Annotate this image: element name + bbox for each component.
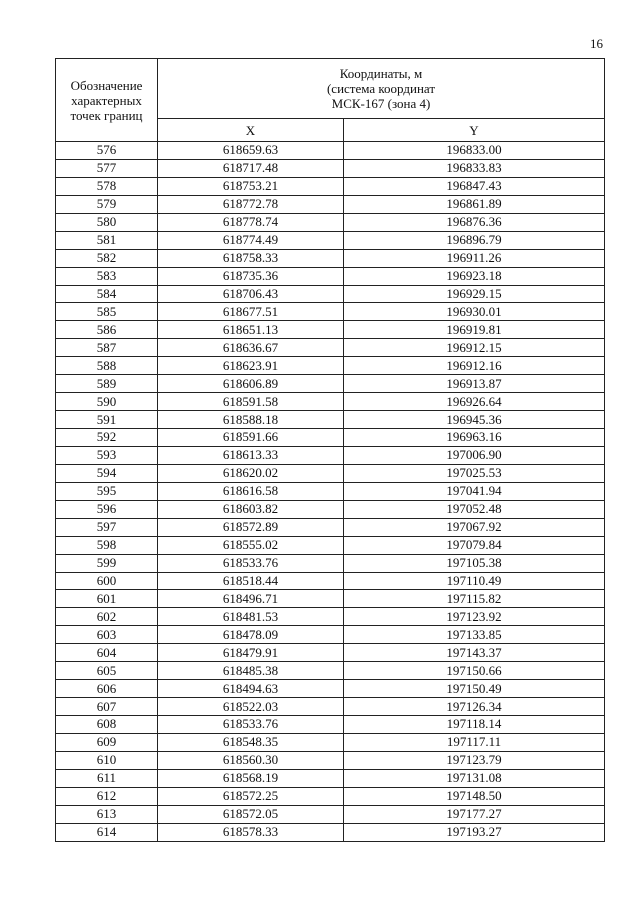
x-coordinate-cell: 618613.33 (158, 446, 344, 464)
table-header (56, 59, 605, 142)
x-coordinate-cell: 618591.58 (158, 393, 344, 411)
table-row (56, 464, 605, 482)
x-coordinate-cell: 618578.33 (158, 823, 344, 841)
coordinates-table (55, 58, 605, 842)
y-coordinate-cell: 197079.84 (344, 536, 605, 554)
y-coordinate-cell: 197118.14 (344, 716, 605, 734)
table-row (56, 769, 605, 787)
x-coordinate-cell: 618706.43 (158, 285, 344, 303)
x-coordinate-cell: 618496.71 (158, 590, 344, 608)
table-row (56, 177, 605, 195)
x-coordinate-cell: 618572.25 (158, 787, 344, 805)
table-row (56, 195, 605, 213)
points-column-header: Обозначение характерных точек границ (56, 59, 158, 142)
y-coordinate-cell: 197117.11 (344, 733, 605, 751)
point-id-cell: 583 (56, 267, 158, 285)
y-coordinate-cell: 197133.85 (344, 626, 605, 644)
point-id-cell: 585 (56, 303, 158, 321)
x-coordinate-cell: 618603.82 (158, 500, 344, 518)
x-coordinate-cell: 618636.67 (158, 339, 344, 357)
x-coordinate-cell: 618533.76 (158, 554, 344, 572)
table-row (56, 751, 605, 769)
point-id-cell: 578 (56, 177, 158, 195)
x-coordinate-cell: 618548.35 (158, 733, 344, 751)
point-id-cell: 601 (56, 590, 158, 608)
point-id-cell: 577 (56, 159, 158, 177)
table-row (56, 159, 605, 177)
y-coordinate-cell: 196926.64 (344, 393, 605, 411)
y-coordinate-cell: 196930.01 (344, 303, 605, 321)
point-id-cell: 591 (56, 411, 158, 429)
point-id-cell: 607 (56, 698, 158, 716)
point-id-cell: 613 (56, 805, 158, 823)
x-coordinate-cell: 618758.33 (158, 249, 344, 267)
x-coordinate-cell: 618606.89 (158, 375, 344, 393)
y-coordinate-cell: 197025.53 (344, 464, 605, 482)
point-id-cell: 594 (56, 464, 158, 482)
point-id-cell: 599 (56, 554, 158, 572)
point-id-cell: 603 (56, 626, 158, 644)
x-coordinate-cell: 618651.13 (158, 321, 344, 339)
table-row (56, 231, 605, 249)
y-coordinate-cell: 196861.89 (344, 195, 605, 213)
table-row (56, 411, 605, 429)
y-coordinate-cell: 197110.49 (344, 572, 605, 590)
point-id-cell: 586 (56, 321, 158, 339)
table-row (56, 249, 605, 267)
point-id-cell: 588 (56, 357, 158, 375)
table-row (56, 590, 605, 608)
table-row (56, 393, 605, 411)
table-row (56, 321, 605, 339)
x-coordinate-cell: 618518.44 (158, 572, 344, 590)
table-row (56, 267, 605, 285)
y-coordinate-cell: 196929.15 (344, 285, 605, 303)
point-id-cell: 612 (56, 787, 158, 805)
x-coordinate-cell: 618774.49 (158, 231, 344, 249)
x-coordinate-cell: 618478.09 (158, 626, 344, 644)
x-coordinate-cell: 618778.74 (158, 213, 344, 231)
table-row (56, 662, 605, 680)
x-coordinate-cell: 618735.36 (158, 267, 344, 285)
y-coordinate-cell: 196896.79 (344, 231, 605, 249)
y-coordinate-cell: 196833.00 (344, 142, 605, 160)
x-coordinate-cell: 618572.05 (158, 805, 344, 823)
x-coordinate-cell: 618717.48 (158, 159, 344, 177)
table-row (56, 375, 605, 393)
table-row (56, 698, 605, 716)
coordinates-header-line-2: (система координат (326, 81, 436, 96)
table-row (56, 608, 605, 626)
x-column-header: X (158, 119, 344, 142)
x-coordinate-cell: 618677.51 (158, 303, 344, 321)
point-id-cell: 596 (56, 500, 158, 518)
x-coordinate-cell: 618555.02 (158, 536, 344, 554)
x-coordinate-cell: 618620.02 (158, 464, 344, 482)
table-row (56, 303, 605, 321)
y-coordinate-cell: 196876.36 (344, 213, 605, 231)
y-coordinate-cell: 197006.90 (344, 446, 605, 464)
table-row (56, 554, 605, 572)
y-coordinate-cell: 197105.38 (344, 554, 605, 572)
x-coordinate-cell: 618533.76 (158, 716, 344, 734)
y-coordinate-cell: 197177.27 (344, 805, 605, 823)
y-coordinate-cell: 196963.16 (344, 429, 605, 447)
y-coordinate-cell: 196913.87 (344, 375, 605, 393)
x-coordinate-cell: 618485.38 (158, 662, 344, 680)
point-id-cell: 580 (56, 213, 158, 231)
point-id-cell: 606 (56, 680, 158, 698)
table-row (56, 446, 605, 464)
table-row (56, 536, 605, 554)
y-coordinate-cell: 197123.92 (344, 608, 605, 626)
table-row (56, 823, 605, 841)
table-row (56, 733, 605, 751)
point-id-cell: 611 (56, 769, 158, 787)
table-row (56, 482, 605, 500)
point-id-cell: 602 (56, 608, 158, 626)
point-id-cell: 589 (56, 375, 158, 393)
y-coordinate-cell: 197041.94 (344, 482, 605, 500)
table-row (56, 429, 605, 447)
x-coordinate-cell: 618568.19 (158, 769, 344, 787)
y-coordinate-cell: 197150.49 (344, 680, 605, 698)
point-id-cell: 600 (56, 572, 158, 590)
table-row (56, 626, 605, 644)
coordinates-header-line-3: МСК-167 (зона 4) (331, 96, 431, 111)
x-coordinate-cell: 618572.89 (158, 518, 344, 536)
point-id-cell: 584 (56, 285, 158, 303)
point-id-cell: 576 (56, 142, 158, 160)
y-coordinate-cell: 196912.15 (344, 339, 605, 357)
y-coordinate-cell: 197115.82 (344, 590, 605, 608)
point-id-cell: 582 (56, 249, 158, 267)
point-id-cell: 592 (56, 429, 158, 447)
point-id-cell: 609 (56, 733, 158, 751)
page-number: 16 (590, 36, 603, 51)
point-id-cell: 579 (56, 195, 158, 213)
table-row (56, 787, 605, 805)
y-coordinate-cell: 197193.27 (344, 823, 605, 841)
table-body (56, 142, 605, 842)
table-row (56, 572, 605, 590)
x-coordinate-cell: 618772.78 (158, 195, 344, 213)
x-coordinate-cell: 618522.03 (158, 698, 344, 716)
x-coordinate-cell: 618481.53 (158, 608, 344, 626)
table-row (56, 500, 605, 518)
point-id-cell: 605 (56, 662, 158, 680)
point-id-cell: 597 (56, 518, 158, 536)
x-coordinate-cell: 618494.63 (158, 680, 344, 698)
coordinates-column-header (158, 59, 605, 119)
table-row (56, 805, 605, 823)
table-row (56, 339, 605, 357)
point-id-cell: 608 (56, 716, 158, 734)
table-row (56, 680, 605, 698)
y-coordinate-cell: 197123.79 (344, 751, 605, 769)
y-coordinate-cell: 196919.81 (344, 321, 605, 339)
point-id-cell: 614 (56, 823, 158, 841)
table-row (56, 213, 605, 231)
y-coordinate-cell: 197131.08 (344, 769, 605, 787)
point-id-cell: 604 (56, 644, 158, 662)
y-coordinate-cell: 197148.50 (344, 787, 605, 805)
table-row (56, 285, 605, 303)
x-coordinate-cell: 618479.91 (158, 644, 344, 662)
point-id-cell: 598 (56, 536, 158, 554)
y-coordinate-cell: 197067.92 (344, 518, 605, 536)
y-coordinate-cell: 196923.18 (344, 267, 605, 285)
point-id-cell: 610 (56, 751, 158, 769)
x-coordinate-cell: 618616.58 (158, 482, 344, 500)
y-coordinate-cell: 196833.83 (344, 159, 605, 177)
coordinates-header-line-1: Координаты, м (339, 66, 423, 81)
x-coordinate-cell: 618753.21 (158, 177, 344, 195)
y-coordinate-cell: 197126.34 (344, 698, 605, 716)
y-coordinate-cell: 197052.48 (344, 500, 605, 518)
y-column-header: Y (344, 119, 605, 142)
y-coordinate-cell: 197150.66 (344, 662, 605, 680)
table-row (56, 644, 605, 662)
table-row (56, 142, 605, 160)
x-coordinate-cell: 618591.66 (158, 429, 344, 447)
x-coordinate-cell: 618560.30 (158, 751, 344, 769)
y-coordinate-cell: 196912.16 (344, 357, 605, 375)
table-row (56, 518, 605, 536)
point-id-cell: 581 (56, 231, 158, 249)
point-id-cell: 590 (56, 393, 158, 411)
x-coordinate-cell: 618659.63 (158, 142, 344, 160)
y-coordinate-cell: 196945.36 (344, 411, 605, 429)
point-id-cell: 593 (56, 446, 158, 464)
x-coordinate-cell: 618588.18 (158, 411, 344, 429)
table-row (56, 716, 605, 734)
x-coordinate-cell: 618623.91 (158, 357, 344, 375)
point-id-cell: 595 (56, 482, 158, 500)
y-coordinate-cell: 197143.37 (344, 644, 605, 662)
point-id-cell: 587 (56, 339, 158, 357)
y-coordinate-cell: 196911.26 (344, 249, 605, 267)
y-coordinate-cell: 196847.43 (344, 177, 605, 195)
table-row (56, 357, 605, 375)
